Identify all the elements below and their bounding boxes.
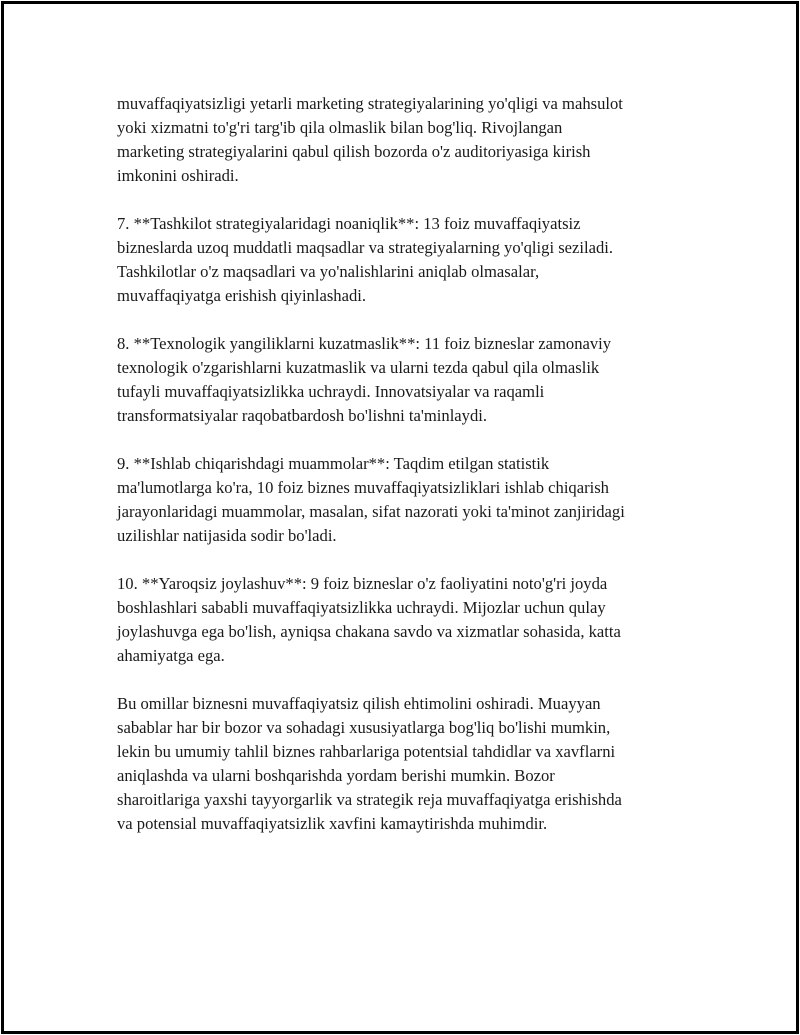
paragraph-item-9: 9. **Ishlab chiqarishdagi muammolar**: Taqdim etilgan statistik ma'lumotlarga ko'ra, 10 foiz biznes muvaffaqiyatsizliklari ishlab chiqarish jarayonlaridagi muammolar, masalan, sifat nazorati yoki ta'minot zanjiridagi uzilishlar natijasida sodir bo'ladi.	[117, 454, 625, 545]
document-body	[117, 92, 692, 860]
paragraph-conclusion: Bu omillar biznesni muvaffaqiyatsiz qilish ehtimolini oshiradi. Muayyan sabablar har bir bozor va sohadagi xususiyatlarga bog'liq bo'lishi mumkin, lekin bu umumiy tahlil biznes rahbarlariga potentsial tahdidlar va xavflarni aniqlashda va ularni boshqarishda yordam berishi mumkin. Bozor sharoitlariga yaxshi tayyorgarlik va strategik reja muvaffaqiyatga erishishda va potensial muvaffaqiyatsizlik xavfini kamaytirishda muhimdir.	[117, 694, 622, 833]
paragraph-item-7: 7. **Tashkilot strategiyalaridagi noaniqlik**: 13 foiz muvaffaqiyatsiz bizneslarda uzoq muddatli maqsadlar va strategiyalarning yo'qligi seziladi. Tashkilotlar o'z maqsadlari va yo'nalishlarini aniqlab olmasalar, muvaffaqiyatga erishish qiyinlashadi.	[117, 214, 614, 305]
paragraph-marketing-continuation: muvaffaqiyatsizligi yetarli marketing strategiyalarining yo'qligi va mahsulot yoki xizmatni to'g'ri targ'ib qila olmaslik bilan bog'liq. Rivojlangan marketing strategiyalarini qabul qilish bozorda o'z auditoriyasiga kirish imkonini oshiradi.	[117, 94, 623, 185]
paragraph-item-10: 10. **Yaroqsiz joylashuv**: 9 foiz bizneslar o'z faoliyatini noto'g'ri joyda boshlashlari sababli muvaffaqiyatsizlikka uchraydi. Mijozlar uchun qulay joylashuvga ega bo'lish, ayniqsa chakana savdo va xizmatlar sohasida, katta ahamiyatga ega.	[117, 574, 621, 665]
paragraph-item-8: 8. **Texnologik yangiliklarni kuzatmaslik**: 11 foiz bizneslar zamonaviy texnologik o'zgarishlarni kuzatmaslik va ularni tezda qabul qila olmaslik tufayli muvaffaqiyatsizlikka uchraydi. Innovatsiyalar va raqamli transformatsiyalar raqobatbardosh bo'lishni ta'minlaydi.	[117, 334, 612, 425]
